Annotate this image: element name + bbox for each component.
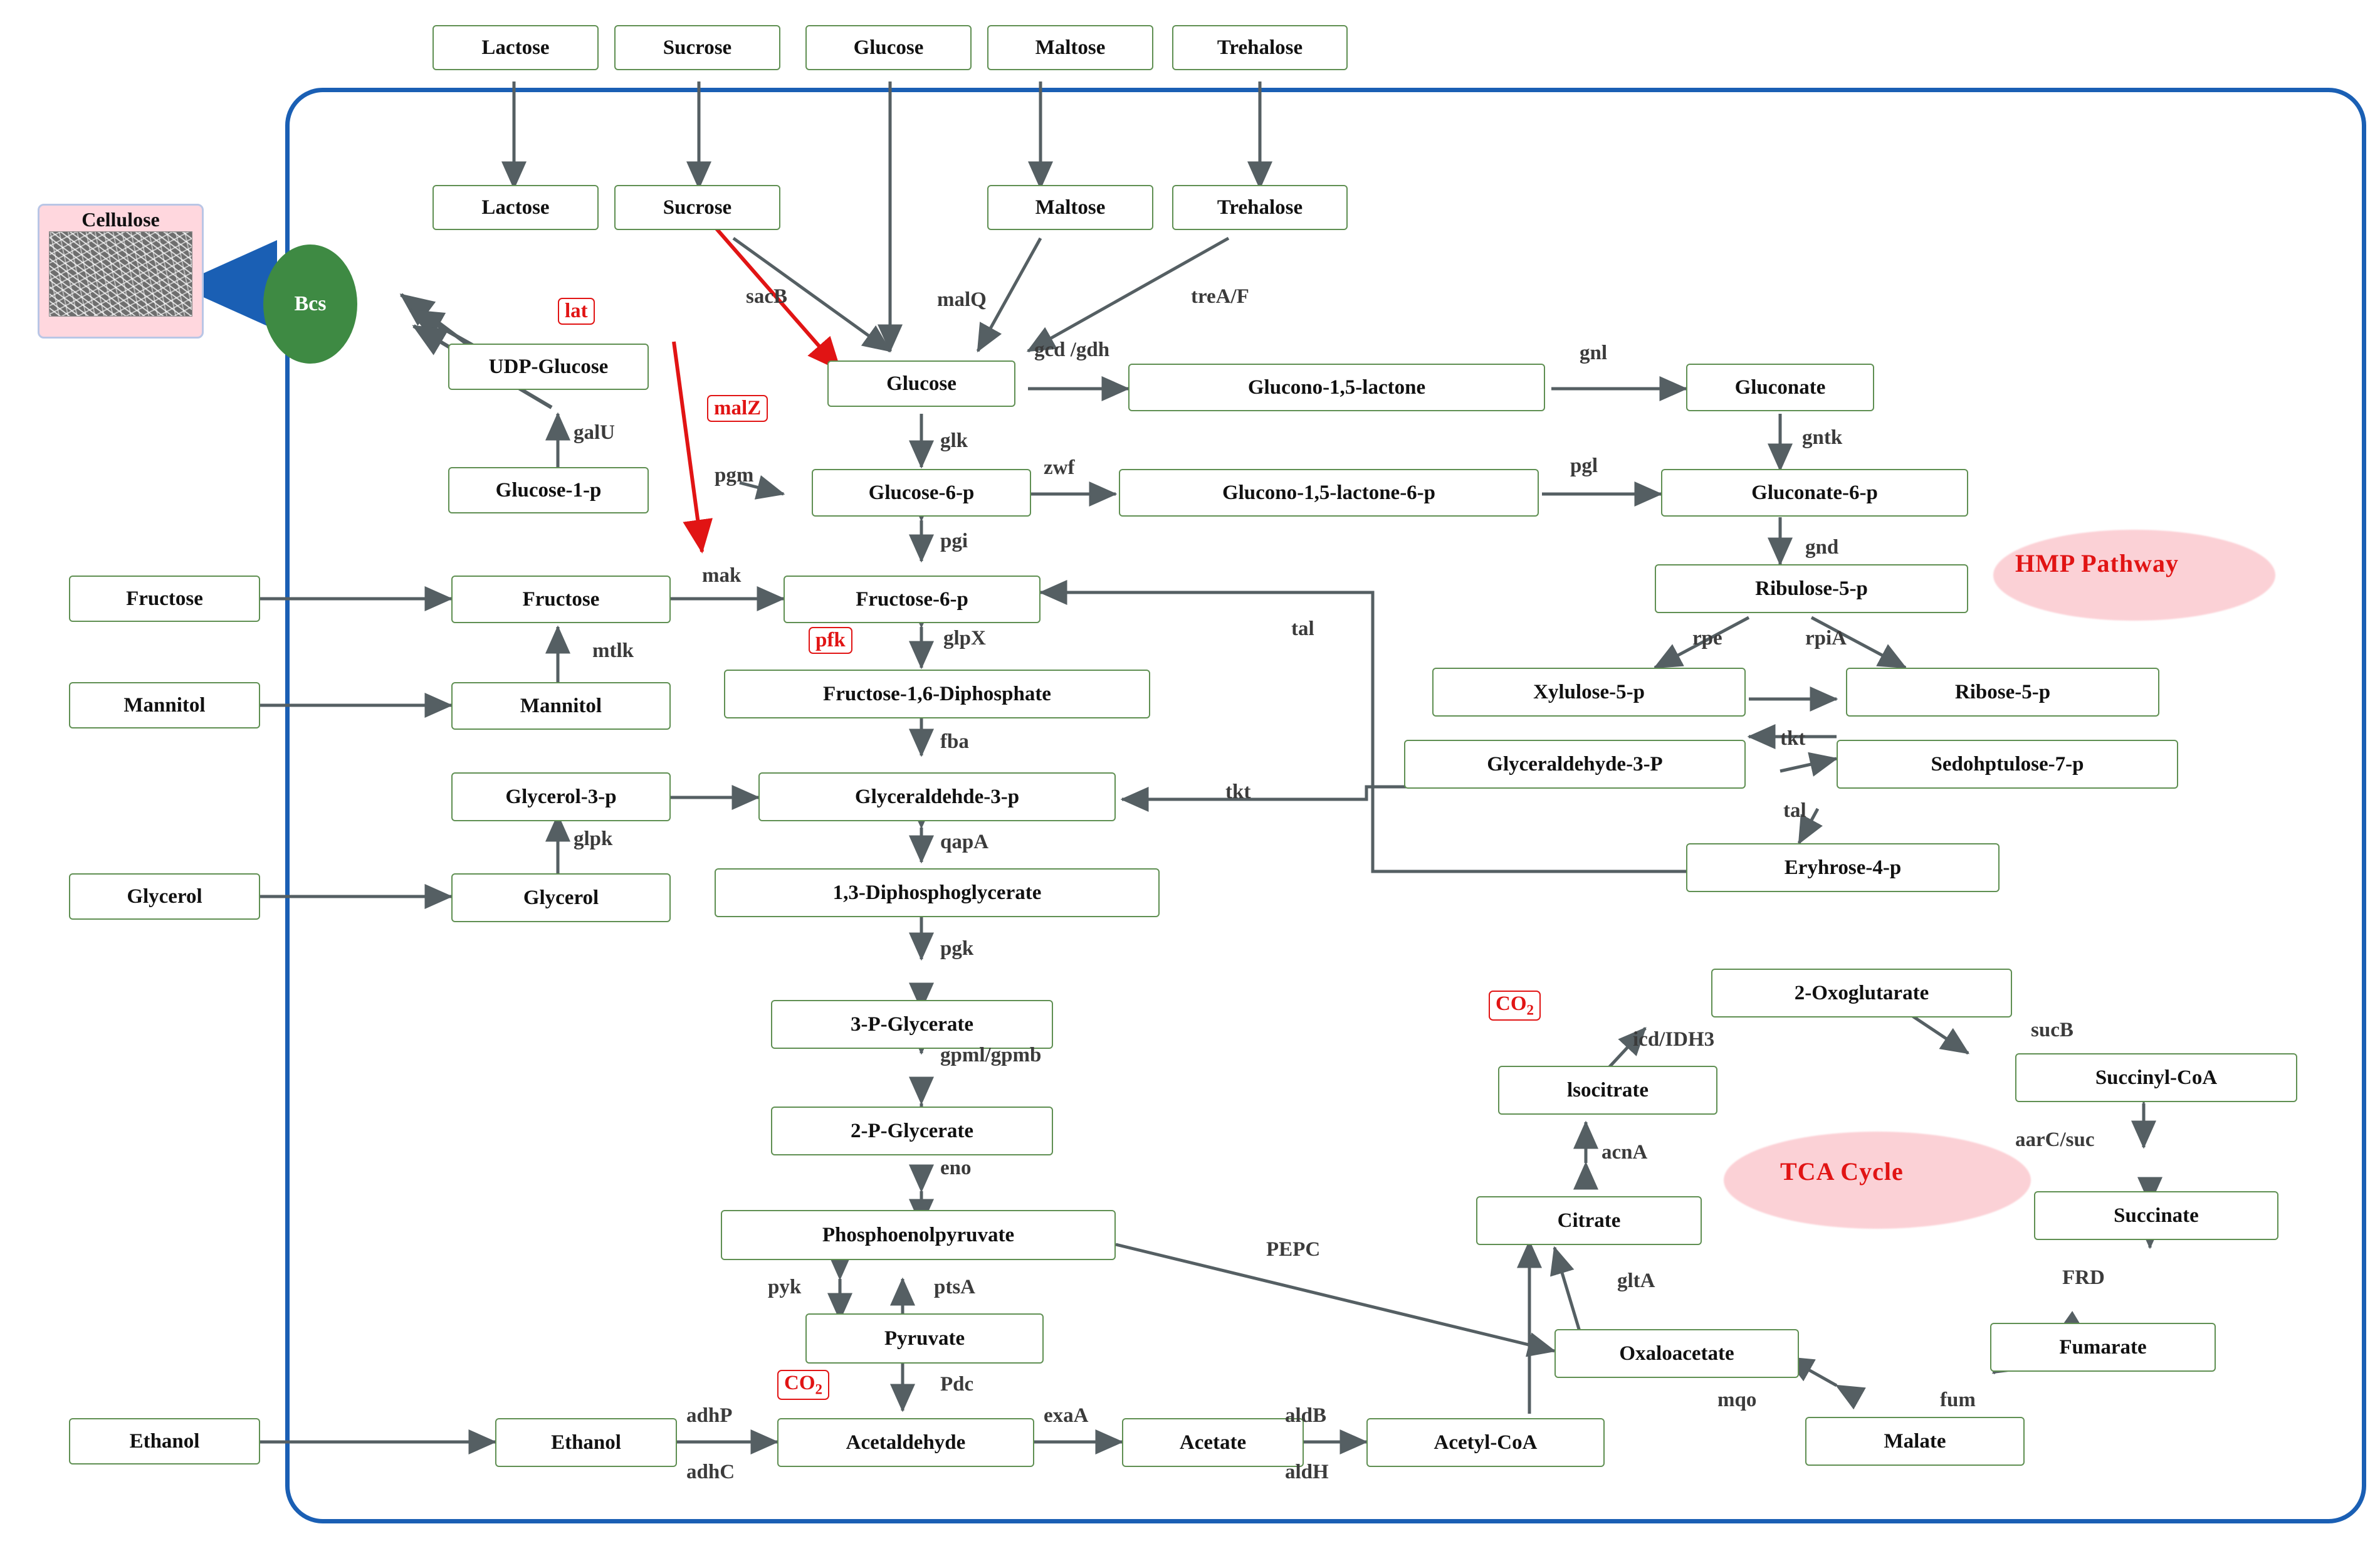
- node-malate: Malate: [1805, 1417, 2025, 1466]
- node-oxaloacetate: Oxaloacetate: [1554, 1329, 1799, 1378]
- enzyme-aldH: aldH: [1285, 1461, 1329, 1483]
- node-g3p-hmp: Glyceraldehyde-3-P: [1404, 740, 1746, 789]
- enzyme-fum: fum: [1940, 1389, 1976, 1411]
- node-succinate: Succinate: [2034, 1191, 2278, 1240]
- node-gluconate: Gluconate: [1686, 364, 1874, 411]
- node-xylulose-5p: Xylulose-5-p: [1432, 668, 1746, 717]
- node-ribose-5p: Ribose-5-p: [1846, 668, 2159, 717]
- node-gluconate-6p: Gluconate-6-p: [1661, 469, 1968, 517]
- node-sucrose-in: Sucrose: [614, 185, 780, 230]
- enzyme-rpiA: rpiA: [1805, 627, 1847, 649]
- enzyme-pyk: pyk: [768, 1276, 802, 1298]
- enzyme-icd-IDH3: icd/IDH3: [1633, 1028, 1715, 1051]
- enzyme-gnd: gnd: [1805, 536, 1839, 559]
- enzyme-PEPC: PEPC: [1266, 1238, 1321, 1261]
- node-2p-glycerate: 2-P-Glycerate: [771, 1107, 1053, 1155]
- node-glucose-1p: Glucose-1-p: [448, 467, 649, 513]
- node-glycerol-in: Glycerol: [451, 873, 671, 922]
- enzyme-lat: lat: [558, 298, 595, 325]
- node-erythrose-4p: Eryhrose-4-p: [1686, 843, 2000, 892]
- node-mannitol-ex: Mannitol: [69, 682, 260, 728]
- node-pep: Phosphoenolpyruvate: [721, 1210, 1116, 1260]
- enzyme-tal-hmp: tal: [1783, 799, 1806, 822]
- tca-cycle-label: TCA Cycle: [1780, 1157, 1904, 1186]
- enzyme-FRD: FRD: [2062, 1266, 2105, 1289]
- enzyme-gcd-gdh: gcd /gdh: [1034, 339, 1110, 361]
- enzyme-glpX: glpX: [943, 627, 986, 649]
- node-trehalose-in: Trehalose: [1172, 185, 1348, 230]
- node-gap: Glyceraldehde-3-p: [758, 772, 1116, 821]
- cellulose-label: Cellulose: [81, 208, 160, 231]
- node-lactose-ex: Lactose: [432, 25, 599, 70]
- node-glucono-lactone: Glucono-1,5-lactone: [1128, 364, 1545, 411]
- enzyme-adhP: adhP: [686, 1404, 733, 1427]
- node-acetate: Acetate: [1122, 1418, 1304, 1467]
- node-maltose-in: Maltose: [987, 185, 1153, 230]
- bcs-label: Bcs: [294, 292, 327, 315]
- node-ethanol-ex: Ethanol: [69, 1418, 260, 1464]
- enzyme-tkt-hmp: tkt: [1780, 727, 1806, 750]
- enzyme-gnl: gnl: [1580, 342, 1608, 364]
- enzyme-pgl: pgl: [1570, 455, 1598, 477]
- enzyme-pgk: pgk: [940, 937, 974, 960]
- hmp-pathway-label: HMP Pathway: [2015, 549, 2179, 577]
- enzyme-mtlk: mtlk: [592, 639, 634, 662]
- enzyme-aarC-suc: aarC/suc: [2015, 1128, 2095, 1151]
- enzyme-fba: fba: [940, 730, 969, 753]
- enzyme-galU: galU: [574, 421, 615, 444]
- node-fbp: Fructose-1,6-Diphosphate: [724, 670, 1150, 718]
- enzyme-aldB: aldB: [1285, 1404, 1327, 1427]
- node-sedoheptulose-7p: Sedohptulose-7-p: [1837, 740, 2178, 789]
- node-udp-glucose: UDP-Glucose: [448, 344, 649, 390]
- enzyme-glk: glk: [940, 429, 968, 452]
- node-glucono-lactone-6p: Glucono-1,5-lactone-6-p: [1119, 469, 1539, 517]
- node-pyruvate: Pyruvate: [805, 1313, 1044, 1364]
- enzyme-ptsA: ptsA: [934, 1276, 976, 1298]
- enzyme-gapA: qapA: [940, 831, 989, 853]
- enzyme-malQ: malQ: [937, 288, 987, 311]
- enzyme-sucB: sucB: [2031, 1019, 2073, 1041]
- node-isocitrate: lsocitrate: [1498, 1066, 1717, 1115]
- node-ethanol-in: Ethanol: [495, 1418, 677, 1467]
- node-citrate: Citrate: [1476, 1196, 1702, 1245]
- node-sucrose-ex: Sucrose: [614, 25, 780, 70]
- enzyme-tal-main: tal: [1291, 618, 1314, 640]
- node-glucose-6p: Glucose-6-p: [812, 469, 1031, 517]
- enzyme-mqo: mqo: [1717, 1389, 1757, 1411]
- cellulose-micrograph: [49, 231, 193, 317]
- enzyme-pfk: pfk: [809, 627, 852, 654]
- enzyme-exaA: exaA: [1044, 1404, 1089, 1427]
- node-glycerol-ex: Glycerol: [69, 873, 260, 920]
- enzyme-co2-tca: $CO_2$: [1489, 991, 1541, 1021]
- enzyme-sacB: sacB: [746, 285, 787, 308]
- enzyme-glpk: glpk: [574, 828, 613, 850]
- enzyme-pdc: Pdc: [940, 1373, 974, 1396]
- enzyme-eno: eno: [940, 1157, 972, 1179]
- enzyme-pgm: pgm: [715, 464, 754, 486]
- enzyme-rpe: rpe: [1692, 627, 1722, 649]
- enzyme-gntk: gntk: [1802, 426, 1843, 449]
- node-fructose-6p: Fructose-6-p: [784, 576, 1041, 623]
- node-acetyl-coa: Acetyl-CoA: [1366, 1418, 1605, 1467]
- enzyme-gpml-gpmb: gpml/gpmb: [940, 1044, 1042, 1066]
- node-dpg: 1,3-Diphosphoglycerate: [715, 868, 1160, 917]
- cellulose-product: [38, 204, 204, 339]
- enzyme-mak: mak: [702, 564, 742, 587]
- node-trehalose-ex: Trehalose: [1172, 25, 1348, 70]
- node-lactose-in: Lactose: [432, 185, 599, 230]
- node-mannitol-in: Mannitol: [451, 682, 671, 730]
- node-fructose-in: Fructose: [451, 576, 671, 623]
- enzyme-adhC: adhC: [686, 1461, 735, 1483]
- node-glycerol-3p: Glycerol-3-p: [451, 772, 671, 821]
- enzyme-malZ: malZ: [707, 395, 768, 422]
- enzyme-pgi: pgi: [940, 530, 968, 552]
- node-2-oxoglutarate: 2-Oxoglutarate: [1711, 969, 2012, 1018]
- enzyme-co2-pdc: $CO_2$: [777, 1370, 829, 1400]
- node-ribulose-5p: Ribulose-5-p: [1655, 564, 1968, 613]
- node-maltose-ex: Maltose: [987, 25, 1153, 70]
- node-glucose-ex: Glucose: [805, 25, 972, 70]
- node-succinyl-coa: Succinyl-CoA: [2015, 1053, 2297, 1102]
- enzyme-zwf: zwf: [1044, 456, 1075, 479]
- node-fumarate: Fumarate: [1990, 1323, 2216, 1372]
- bcs-complex: [263, 245, 357, 364]
- node-glucose-in: Glucose: [827, 360, 1015, 407]
- node-fructose-ex: Fructose: [69, 576, 260, 622]
- enzyme-treAF: treA/F: [1191, 285, 1249, 308]
- enzyme-gltA: gltA: [1617, 1270, 1655, 1292]
- enzyme-tkt-main: tkt: [1225, 781, 1251, 803]
- enzyme-acnA: acnA: [1602, 1141, 1648, 1164]
- node-acetaldehyde: Acetaldehyde: [777, 1418, 1034, 1467]
- node-3p-glycerate: 3-P-Glycerate: [771, 1000, 1053, 1049]
